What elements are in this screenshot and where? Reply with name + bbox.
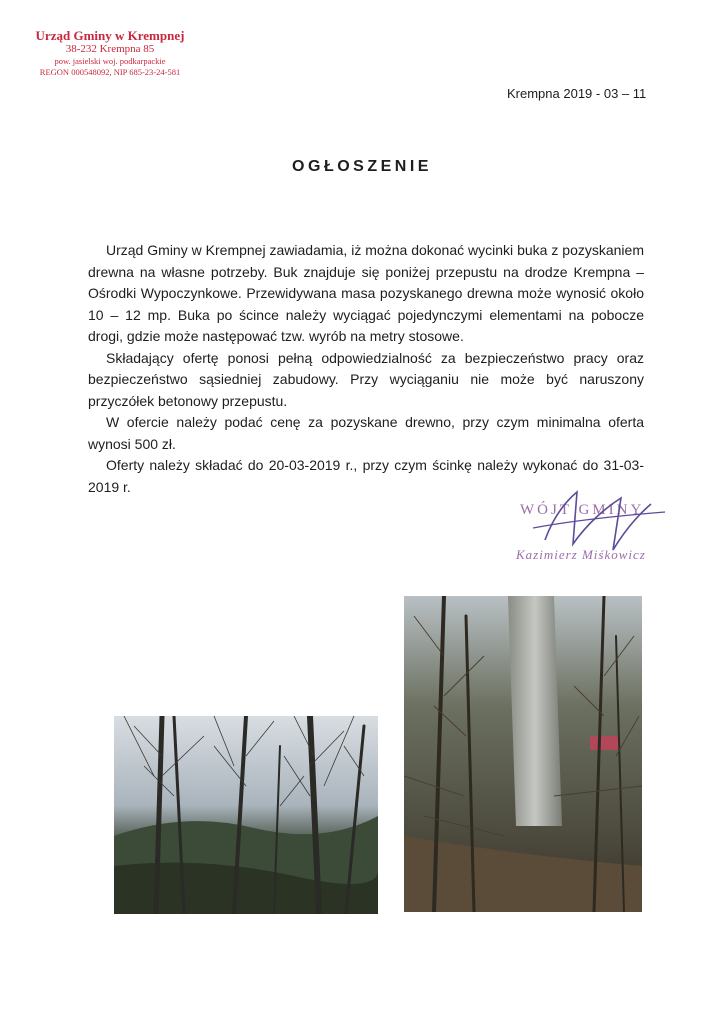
stamp-regon-nip: REGON 000548092, NIP 685-23-24-581: [39, 67, 181, 77]
beech-tree-photo-forest-view: [114, 716, 378, 914]
document-title: OGŁOSZENIE: [292, 158, 432, 175]
document-date: Krempna 2019 - 03 – 11: [507, 86, 647, 101]
office-stamp: [20, 28, 200, 78]
beech-tree-photo-trunk: [404, 596, 642, 912]
stamp-office-name: Urząd Gminy w Krempnej: [35, 28, 185, 43]
paragraph-3: W ofercie należy podać cenę za pozyskane drewno, przy czym minimalna oferta wynosi 500 zł.: [88, 414, 644, 452]
stamp-district: pow. jasielski woj. podkarpackie: [54, 56, 166, 66]
mayor-stamp-name: Kazimierz Miśkowicz: [516, 547, 646, 562]
paragraph-2: Składający ofertę ponosi pełną odpowiedzialność za bezpieczeństwo pracy oraz bezpieczeństwo sąsiedniej zabudowy. Przy wyciąganiu nie może być naruszony przyczółek betonowy przepustu.: [88, 349, 644, 409]
announcement-body: [88, 240, 644, 498]
paragraph-4: Oferty należy składać do 20-03-2019 r., przy czym ścinkę należy wykonać do 31-03-2019 r.: [88, 457, 644, 495]
stamp-address: 38-232 Krempna 85: [65, 43, 155, 55]
handwritten-signature: [525, 478, 675, 558]
mayor-stamp-title: WÓJT GMINY: [520, 502, 645, 518]
paragraph-1: Urząd Gminy w Krempnej zawiadamia, iż można dokonać wycinki buka z pozyskaniem drewna na własne potrzeby. Buk znajduje się poniżej przepustu na drodze Krempna – Ośrodki Wypoczynkowe. Przewidywana masa pozyskanego drewna może wynosić około 10 – 12 mp. Buka po ścince należy wyciągać pojedynczymi elementami na pobocze drogi, gdzie może następować tzw. wyrób na metry stosowe.: [88, 242, 644, 344]
